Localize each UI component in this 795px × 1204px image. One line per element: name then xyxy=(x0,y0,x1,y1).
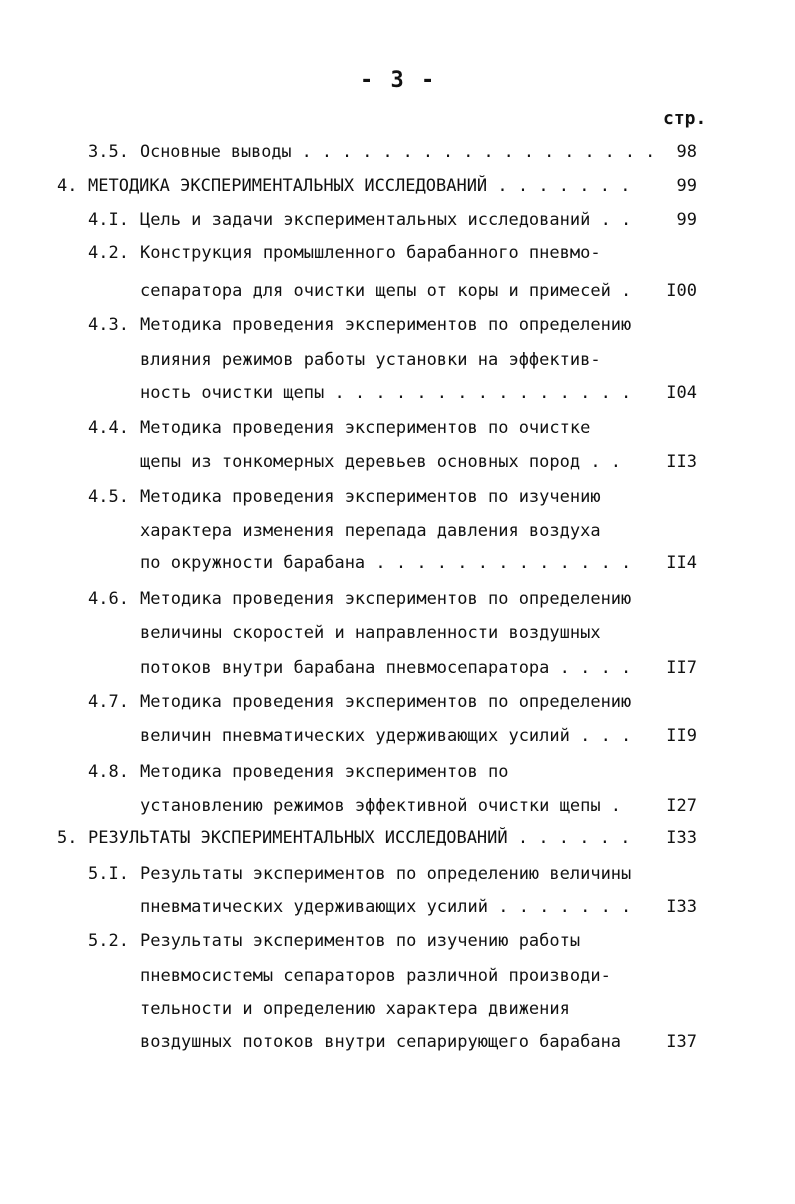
toc-entry-text: воздушных потоков внутри сепарирующего барабана xyxy=(140,1032,622,1052)
toc-entry-number: 5. xyxy=(57,828,78,848)
toc-entry-page: I27 xyxy=(666,796,697,816)
toc-entry-text: Методика проведения экспериментов по очистке xyxy=(140,418,591,438)
toc-entry-text: Основные выводы . . . . . . . . . . . . . . . . . . xyxy=(140,142,656,162)
toc-entry-text: Конструкция промышленного барабанного пневмо- xyxy=(140,243,601,263)
toc-entry-text: Методика проведения экспериментов по определению xyxy=(140,692,632,712)
toc-entry-page: 98 xyxy=(676,142,697,162)
toc-entry-number: 4.4. xyxy=(88,418,129,438)
toc-entry-number: 5.I. xyxy=(88,864,129,884)
toc-entry-text: Цель и задачи экспериментальных исследований . . xyxy=(140,210,632,230)
toc-entry-page: I00 xyxy=(666,281,697,301)
toc-entry-text: Результаты экспериментов по определению величины xyxy=(140,864,632,884)
toc-entry-text: пневмосистемы сепараторов различной производи- xyxy=(140,966,611,986)
toc-entry-number: 4.6. xyxy=(88,589,129,609)
toc-entry-number: 4.5. xyxy=(88,487,129,507)
toc-entry-text: Методика проведения экспериментов по определению xyxy=(140,589,632,609)
toc-entry-page: II9 xyxy=(666,726,697,746)
toc-entry-page: I33 xyxy=(666,897,697,917)
toc-entry-text: РЕЗУЛЬТАТЫ ЭКСПЕРИМЕНТАЛЬНЫХ ИССЛЕДОВАНИЙ . . . . . . xyxy=(88,828,631,848)
toc-entry-text: установлению режимов эффективной очистки щепы . xyxy=(140,796,622,816)
toc-entry-text: влияния режимов работы установки на эффектив- xyxy=(140,350,601,370)
toc-entry-text: Результаты экспериментов по изучению работы xyxy=(140,931,581,951)
toc-entry-number: 3.5. xyxy=(88,142,129,162)
toc-entry-text: величины скоростей и направленности воздушных xyxy=(140,623,601,643)
toc-entry-text: МЕТОДИКА ЭКСПЕРИМЕНТАЛЬНЫХ ИССЛЕДОВАНИЙ . . . . . . . xyxy=(88,176,631,196)
toc-entry-number: 4. xyxy=(57,176,78,196)
toc-entry-text: щепы из тонкомерных деревьев основных пород . . xyxy=(140,452,622,472)
toc-entry-page: II4 xyxy=(666,553,697,573)
toc-entry-text: сепаратора для очистки щепы от коры и примесей . xyxy=(140,281,632,301)
toc-entry-text: Методика проведения экспериментов по xyxy=(140,762,509,782)
toc-entry-number: 4.2. xyxy=(88,243,129,263)
toc-entry-number: 4.7. xyxy=(88,692,129,712)
toc-entry-page: II3 xyxy=(666,452,697,472)
toc-entry-page: I37 xyxy=(666,1032,697,1052)
toc-entry-page: II7 xyxy=(666,658,697,678)
page-column-label: стр. xyxy=(663,108,707,129)
toc-entry-text: характера изменения перепада давления воздуха xyxy=(140,521,601,541)
toc-entry-page: 99 xyxy=(676,210,697,230)
toc-entry-page: 99 xyxy=(676,176,697,196)
toc-entry-number: 4.I. xyxy=(88,210,129,230)
toc-entry-text: тельности и определению характера движения xyxy=(140,999,570,1019)
toc-entry-text: Методика проведения экспериментов по определению xyxy=(140,315,632,335)
toc-entry-text: величин пневматических удерживающих усилий . . . xyxy=(140,726,632,746)
toc-entry-text: пневматических удерживающих усилий . . . . . . . xyxy=(140,897,632,917)
toc-entry-page: I04 xyxy=(666,383,697,403)
toc-entry-number: 4.3. xyxy=(88,315,129,335)
toc-entry-number: 5.2. xyxy=(88,931,129,951)
toc-entry-text: по окружности барабана . . . . . . . . . . . . . xyxy=(140,553,632,573)
toc-entry-text: потоков внутри барабана пневмосепаратора . . . . xyxy=(140,658,632,678)
toc-entry-number: 4.8. xyxy=(88,762,129,782)
toc-entry-page: I33 xyxy=(666,828,697,848)
page-number: - 3 - xyxy=(360,68,437,93)
toc-entry-text: ность очистки щепы . . . . . . . . . . . . . . . xyxy=(140,383,632,403)
toc-entry-text: Методика проведения экспериментов по изучению xyxy=(140,487,601,507)
